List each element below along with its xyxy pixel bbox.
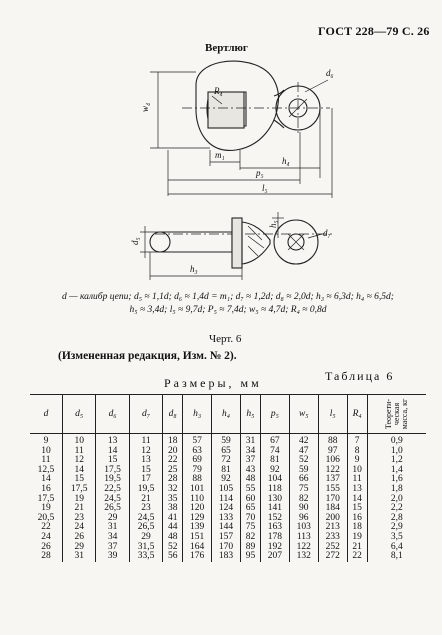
column-d6: 13 14 15 17,5 19,5 22,5 24,5 26,5 29 31 34 37 39: [96, 434, 129, 562]
side-bell: [242, 222, 270, 264]
column-p5: 67 74 81 92 104 118 130 141 152 163 178 192 207: [260, 434, 289, 562]
column-d7: 11 12 13 15 17 19,5 21 23 24,5 26,5 29 31,5 33,5: [129, 434, 162, 562]
column-w5: 42 47 52 59 66 75 82 90 96 103 113 122 132: [289, 434, 318, 562]
column-l5: 88 97 106 122 137 155 170 184 200 213 233 252 272: [318, 434, 347, 562]
header-mass: Теорети- ческая масса, кг: [367, 395, 426, 434]
label-h4: h₄: [282, 156, 290, 166]
label-m1: m₁: [215, 150, 225, 160]
revision-note: (Измененная редакция, Изм. № 2).: [58, 350, 237, 362]
column-d8: 18 20 22 25 28 32 35 38 41 44 48 52 56: [163, 434, 183, 562]
figure-caption: Черт. 6: [209, 333, 242, 345]
column-r4: 7 8 9 10 11 13 14 15 16 18 19 21 22: [347, 434, 367, 562]
legend-line-1: d — калибр цепи; d₅ ≈ 1,1d; d₆ ≈ 1,4d = m₁; d₇ ≈ 1,2d; d₈ ≈ 2,0d; h₃ ≈ 6,3d; h₄ ≈ 6,5d;: [62, 292, 394, 302]
table-header-row: [30, 395, 426, 434]
side-end-ball: [150, 232, 170, 252]
header-p5: p₅: [260, 395, 289, 434]
label-d6: d₆: [326, 68, 334, 78]
side-shaft: [160, 232, 232, 252]
header-r4: R₄: [347, 395, 367, 434]
column-h4: 59 65 72 81 92 105 114 124 133 144 157 170 183: [212, 434, 241, 562]
dimension-legend: [38, 291, 418, 317]
column-h5: 31 34 37 43 48 55 60 65 70 75 82 89 95: [241, 434, 261, 562]
legend-line-2: h₅ ≈ 3,4d; l₅ ≈ 9,7d; P₅ ≈ 7,4d; w₅ ≈ 4,7d; R₄ ≈ 0,8d: [129, 305, 327, 315]
header-w5: w₅: [289, 395, 318, 434]
side-collar: [232, 218, 242, 268]
header-l5: l₅: [318, 395, 347, 434]
header-h3: h₃: [183, 395, 212, 434]
column-d5: 10 11 12 14 15 17,5 19 21 23 24 26 29 31: [62, 434, 95, 562]
header-d7: d₇: [129, 395, 162, 434]
column-d: 9 10 11 12,5 14 16 17,5 19 20,5 22 24 26 28: [37, 436, 55, 562]
label-d5: d₅: [130, 237, 140, 245]
column-h3: 57 63 69 79 88 101 110 120 129 139 151 164 176: [183, 434, 212, 562]
header-d5: d₅: [62, 395, 95, 434]
table-title: Размеры, мм: [164, 376, 262, 390]
header-d: d: [30, 395, 62, 434]
column-mass: 0,9 1,0 1,2 1,4 1,6 1,8 2,0 2,2 2,8 2,9 3,5 6,4 8,1: [367, 434, 426, 562]
label-h3: h₃: [190, 264, 198, 274]
label-w4: w₄: [140, 102, 150, 112]
table-data-row: [30, 434, 426, 562]
label-p5: p₅: [256, 168, 264, 178]
label-d7: d₇: [323, 228, 331, 238]
label-r4: R₄: [214, 86, 223, 96]
table-label: Таблица 6: [325, 369, 395, 383]
drawing-title: Вертлюг: [205, 42, 248, 54]
size-table: [30, 394, 426, 562]
label-h5: h₅: [268, 220, 278, 228]
header-h4: h₄: [212, 395, 241, 434]
label-l5: l₅: [262, 183, 268, 193]
header-h5: h₅: [241, 395, 261, 434]
header-d6: d₆: [96, 395, 129, 434]
header-d8: d₈: [163, 395, 183, 434]
swivel-technical-drawing: [0, 0, 442, 300]
page-header: ГОСТ 228—79 С. 26: [318, 24, 430, 38]
